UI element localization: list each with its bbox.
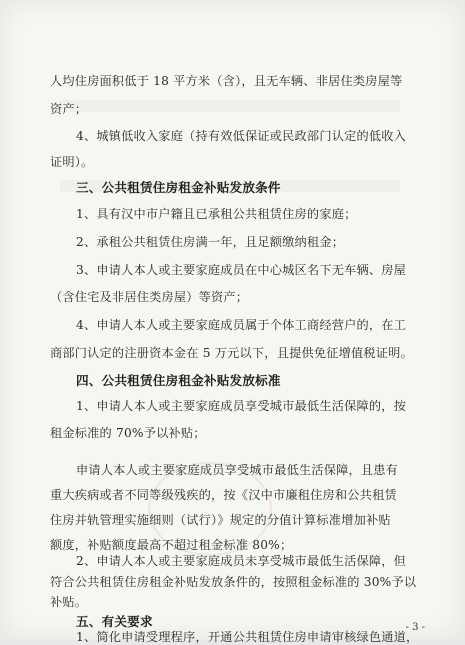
body-line: 人均住房面积低于 18 平方米（含），且无车辆、非居住类房屋等 (50, 74, 403, 88)
body-line: 4、申请人本人或主要家庭成员属于个体工商经营户的，在工 (76, 318, 407, 332)
section-heading-3: 三、公共租赁住房租金补贴发放条件 (76, 180, 281, 195)
section-heading-4: 四、公共租赁住房租金补贴发放标准 (76, 373, 281, 388)
body-line: 重大疾病或者不同等级残疾的，按《汉中市廉租住房和公共租赁 (50, 488, 397, 502)
body-line: 资产； (50, 102, 88, 116)
body-line: （含住宅及非居住类房屋）等资产； (50, 290, 249, 304)
section-heading-5: 五、有关要求 (76, 614, 153, 629)
body-line: 证明）。 (50, 155, 94, 169)
body-line: 1、具有汉中市户籍且已承租公共租赁住房的家庭； (76, 207, 357, 221)
body-line: 2、申请人本人或主要家庭成员未享受城市最低生活保障，但 (76, 554, 407, 568)
body-line: 1、简化申请受理程序，开通公共租赁住房申请审核绿色通道， (76, 630, 419, 644)
body-line: 3、申请人本人或主要家庭成员在中心城区名下无车辆、房屋 (76, 263, 407, 277)
page-number: - 3 - (405, 622, 425, 633)
body-line: 住房并轨管理实施细则（试行）》规定的分值计算标准增加补贴 (50, 513, 391, 527)
body-line: 1、申请人本人或主要家庭成员享受城市最低生活保障的，按 (76, 399, 407, 413)
body-line: 符合公共租赁住房租金补贴发放条件的，按照租金标准的 30%予以 (50, 575, 417, 589)
body-line: 补贴。 (50, 595, 88, 609)
body-line: 4、城镇低收入家庭（持有效低保证或民政部门认定的低收入 (76, 129, 407, 143)
body-line: 租金标准的 70%予以补贴； (50, 426, 206, 440)
body-line: 2、承租公共租赁住房满一年，且足额缴纳租金； (76, 235, 345, 249)
body-line: 额度，补贴额度最高不超过租金标准 80%； (50, 538, 293, 552)
body-line: 商部门认定的注册资本金在 5 万元以下，且提供免征增值税证明。 (50, 346, 413, 360)
show-through-mark (60, 100, 400, 112)
body-line: 申请人本人或主要家庭成员享受城市最低生活保障，且患有 (76, 463, 399, 477)
